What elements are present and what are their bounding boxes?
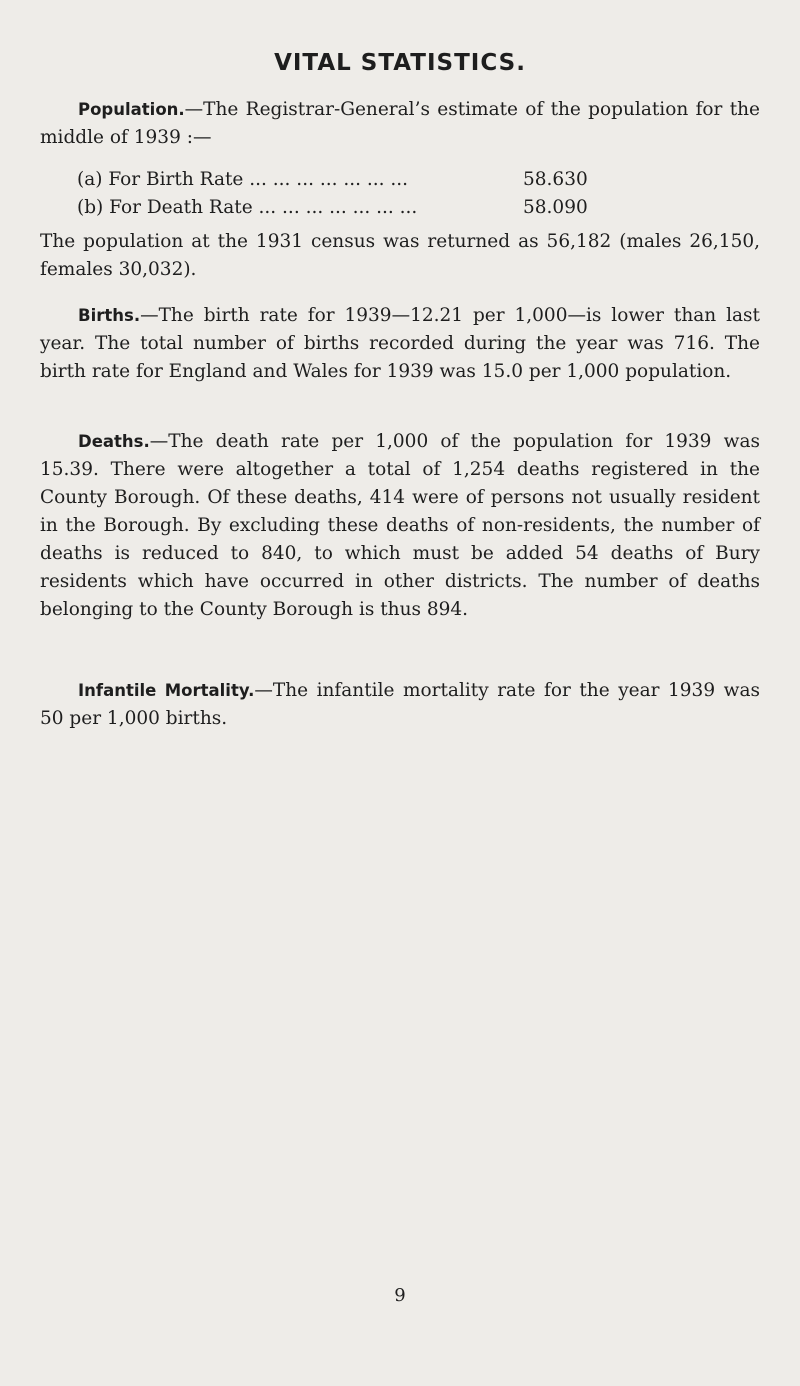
death-rate-label: (b) For Death Rate ... ... ... ... ... ... ... bbox=[77, 197, 418, 218]
infantile-heading: Infantile Mortality. bbox=[78, 681, 255, 700]
death-rate-row bbox=[77, 194, 588, 222]
population-text: —The Registrar-General’s estimate of the population for the middle of 1939 :— bbox=[40, 99, 760, 148]
population-heading: Population. bbox=[78, 100, 185, 119]
birth-rate-row bbox=[77, 166, 588, 194]
population-paragraph bbox=[40, 96, 760, 152]
birth-rate-value: 58.630 bbox=[523, 169, 588, 190]
births-heading: Births. bbox=[78, 306, 141, 325]
birth-rate-label: (a) For Birth Rate ... ... ... ... ... ... ... bbox=[77, 169, 409, 190]
death-rate-value: 58.090 bbox=[523, 197, 588, 218]
infantile-text: —The infantile mortality rate for the year 1939 was 50 per 1,000 births. bbox=[40, 680, 760, 729]
page-number: 9 bbox=[394, 1285, 406, 1306]
deaths-paragraph bbox=[40, 428, 760, 624]
deaths-text: —The death rate per 1,000 of the population for 1939 was 15.39. There were altogether a total of 1,254 deaths registered in the County Borough. Of these deaths, 414 were of persons not usually resident in the Borough. By excluding these deaths of non-residents, the number of deaths is reduced to 840, to which must be added 54 deaths of Bury residents which have occurred in other districts. The number of deaths belonging to the County Borough is thus 894. bbox=[40, 431, 760, 620]
births-text: —The birth rate for 1939—12.21 per 1,000—is lower than last year. The total number of births recorded during the year was 716. The birth rate for England and Wales for 1939 was 15.0 per 1,000 population. bbox=[40, 305, 760, 382]
census-paragraph: The population at the 1931 census was returned as 56,182 (males 26,150, females 30,032). bbox=[40, 231, 760, 280]
infantile-paragraph bbox=[40, 677, 760, 733]
page-title: VITAL STATISTICS. bbox=[274, 50, 526, 76]
deaths-heading: Deaths. bbox=[78, 432, 150, 451]
births-paragraph bbox=[40, 302, 760, 386]
